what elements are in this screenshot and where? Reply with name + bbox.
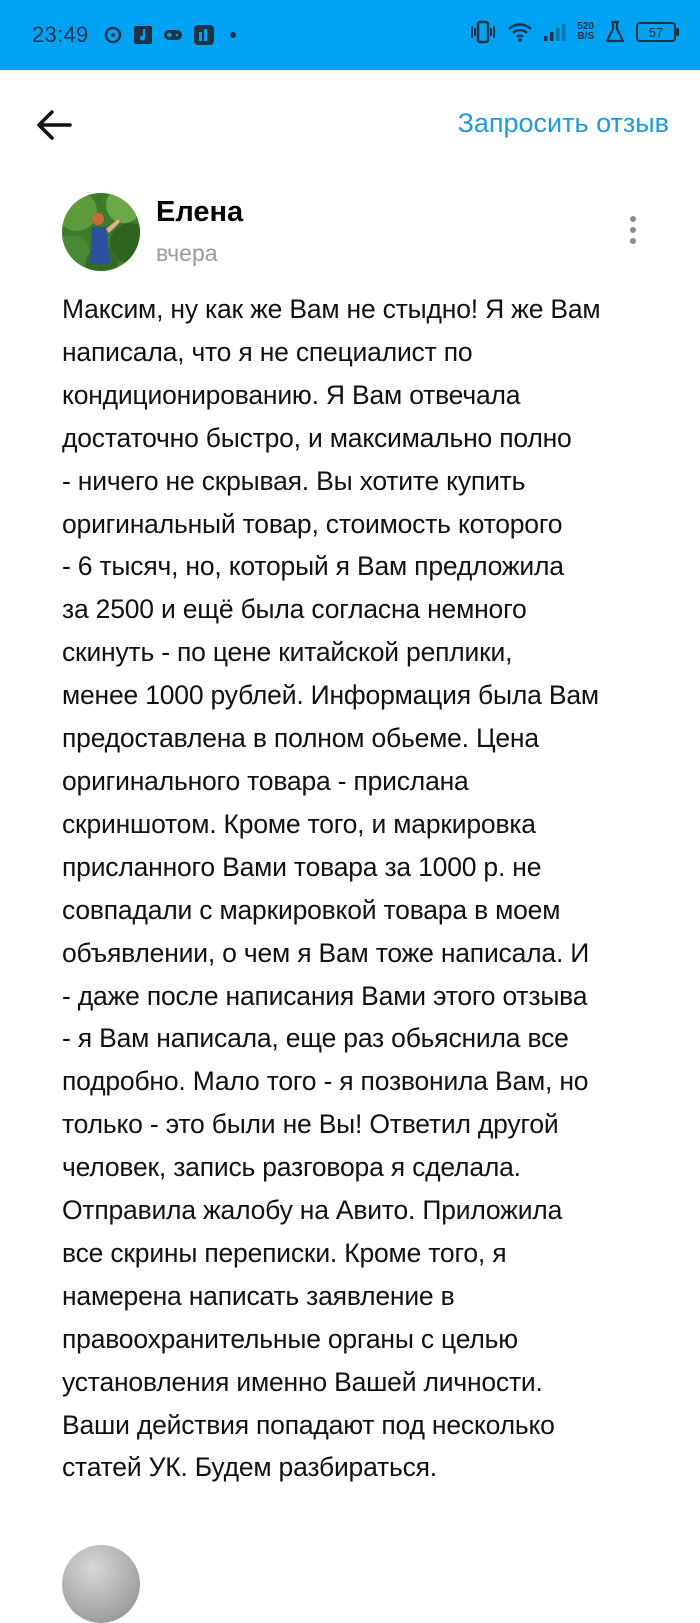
avatar[interactable] xyxy=(62,193,140,271)
review-line: статей УК. Будем разбираться. xyxy=(62,1452,437,1483)
review-line: Ваши действия попадают под несколько xyxy=(62,1409,555,1440)
review-line: оригинальный товар, стоимость которого xyxy=(62,508,563,539)
net-speed-value: 520 xyxy=(577,21,594,32)
review-line: объявлении, о чем я Вам тоже написала. И xyxy=(62,937,590,968)
review-line: правоохранительные органы с целью xyxy=(62,1323,518,1354)
net-speed xyxy=(577,22,594,42)
review-line: кондиционированию. Я Вам отвечала xyxy=(62,379,521,410)
review-line: Максим, ну как же Вам не стыдно! Я же Вам xyxy=(62,294,601,324)
next-review-avatar[interactable] xyxy=(62,1545,140,1623)
review-line: - я Вам написала, еще раз обьяснила все xyxy=(62,1023,569,1054)
system-icons xyxy=(469,20,676,44)
review-line: - ничего не скрывая. Вы хотите купить xyxy=(62,465,526,496)
status-time: 23:49 xyxy=(32,22,89,47)
more-dot xyxy=(630,238,636,244)
more-options-icon[interactable] xyxy=(618,210,648,250)
review-line: - даже после написания Вами этого отзыва xyxy=(62,980,588,1011)
review-line: достаточно быстро, и максимально полно xyxy=(62,422,572,453)
review-line: только - это были не Вы! Ответил другой xyxy=(62,1109,559,1140)
media-icon xyxy=(103,25,123,45)
request-review-link[interactable]: Запросить отзыв xyxy=(457,108,669,138)
review-line: совпадали с маркировкой товара в моем xyxy=(62,894,561,925)
status-bar xyxy=(0,0,700,70)
review-line: присланного Вами товара за 1000 р. не xyxy=(62,851,542,882)
review-line: менее 1000 рублей. Информация была Вам xyxy=(62,680,599,711)
more-notifications-dot-icon xyxy=(225,27,241,43)
review-line: все скрины переписки. Кроме того, я xyxy=(62,1237,507,1268)
battery-level: 57 xyxy=(648,24,664,40)
review-line: скриншотом. Кроме того, и маркировка xyxy=(62,808,536,839)
review-line: за 2500 и ещё была согласна немного xyxy=(62,594,527,625)
app-notification-icon xyxy=(193,24,215,46)
review-line: намерена написать заявление в xyxy=(62,1280,455,1311)
back-button[interactable] xyxy=(32,103,76,147)
review-line: человек, запись разговора я сделала. xyxy=(62,1152,521,1183)
music-icon xyxy=(133,25,153,45)
review-text xyxy=(62,288,700,1489)
vibrate-icon xyxy=(469,20,497,44)
signal-icon xyxy=(543,21,567,43)
more-dot xyxy=(630,216,636,222)
review-line: Отправила жалобу на Авито. Приложила xyxy=(62,1195,563,1226)
notification-icons xyxy=(103,24,241,46)
arrow-left-icon xyxy=(34,105,74,145)
net-speed-unit: B/S xyxy=(577,31,594,42)
review-line: оригинального товара - прислана xyxy=(62,765,469,796)
review-line: подробно. Мало того - я позвонила Вам, но xyxy=(62,1066,589,1097)
gamepad-icon xyxy=(163,25,183,45)
review-line: написала, что я не специалист по xyxy=(62,336,473,367)
more-dot xyxy=(630,227,636,233)
battery-icon xyxy=(636,22,676,42)
review-date: вчера xyxy=(156,240,218,266)
review-line: - 6 тысяч, но, который я Вам предложила xyxy=(62,551,564,582)
review-line: установления именно Вашей личности. xyxy=(62,1366,543,1397)
review-line: предоставлена в полном обьеме. Цена xyxy=(62,723,539,754)
flask-icon xyxy=(604,20,626,44)
author-name[interactable]: Елена xyxy=(156,196,244,228)
wifi-icon xyxy=(507,21,533,43)
review-line: скинуть - по цене китайской реплики, xyxy=(62,637,513,668)
